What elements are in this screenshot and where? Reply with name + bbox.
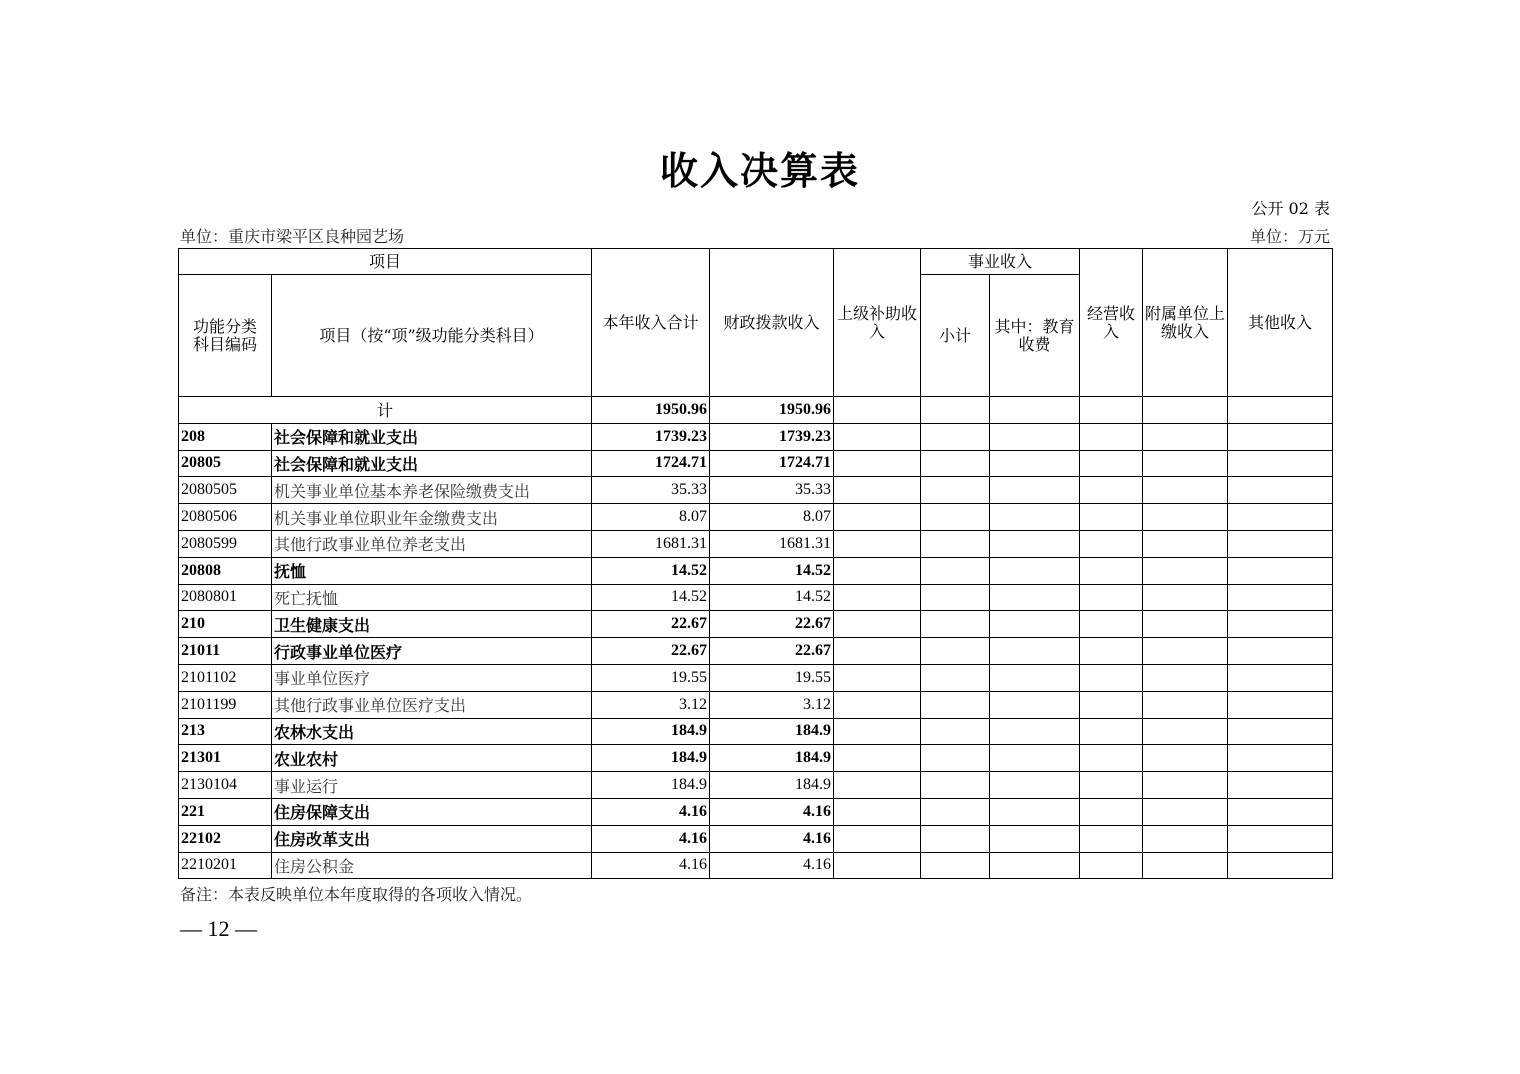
empty-cell xyxy=(990,611,1080,638)
header-item: 项目 xyxy=(179,249,592,275)
empty-cell xyxy=(990,852,1080,879)
header-total-income: 本年收入合计 xyxy=(592,249,710,397)
empty-cell xyxy=(921,772,990,799)
empty-cell xyxy=(1080,745,1143,772)
header-name: 项目（按“项”级功能分类科目） xyxy=(272,275,592,397)
row-total-income: 14.52 xyxy=(592,557,710,584)
empty-cell xyxy=(1228,504,1333,531)
row-fiscal: 4.16 xyxy=(710,852,834,879)
empty-cell xyxy=(990,504,1080,531)
row-code: 22102 xyxy=(179,825,272,852)
row-fiscal: 22.67 xyxy=(710,611,834,638)
empty-cell xyxy=(834,638,921,665)
empty-cell xyxy=(1080,557,1143,584)
empty-cell xyxy=(921,477,990,504)
row-name: 住房改革支出 xyxy=(272,825,592,852)
row-total-income: 184.9 xyxy=(592,772,710,799)
page-number: — 12 — xyxy=(180,916,257,941)
row-total-income: 14.52 xyxy=(592,584,710,611)
empty-cell xyxy=(1228,423,1333,450)
table-row xyxy=(179,691,1333,718)
empty-cell xyxy=(1080,397,1143,424)
empty-cell xyxy=(990,664,1080,691)
table-row xyxy=(179,772,1333,799)
empty-cell xyxy=(1143,718,1228,745)
table-row xyxy=(179,450,1333,477)
table-row xyxy=(179,477,1333,504)
empty-cell xyxy=(1143,450,1228,477)
table-row xyxy=(179,584,1333,611)
table-row xyxy=(179,798,1333,825)
empty-cell xyxy=(921,584,990,611)
table-row xyxy=(179,423,1333,450)
empty-cell xyxy=(834,477,921,504)
row-name: 机关事业单位职业年金缴费支出 xyxy=(272,504,592,531)
empty-cell xyxy=(921,825,990,852)
row-code: 2130104 xyxy=(179,772,272,799)
total-label: 计 xyxy=(179,397,592,424)
row-fiscal: 35.33 xyxy=(710,477,834,504)
row-name: 机关事业单位基本养老保险缴费支出 xyxy=(272,477,592,504)
empty-cell xyxy=(834,423,921,450)
currency-unit: 单位：万元 xyxy=(1249,227,1330,246)
row-code: 2101199 xyxy=(179,691,272,718)
row-code: 2101102 xyxy=(179,664,272,691)
empty-cell xyxy=(990,450,1080,477)
row-code: 21301 xyxy=(179,745,272,772)
empty-cell xyxy=(921,798,990,825)
row-code: 2210201 xyxy=(179,852,272,879)
row-total-income: 184.9 xyxy=(592,745,710,772)
header-code: 功能分类科目编码 xyxy=(179,275,272,397)
table-row xyxy=(179,638,1333,665)
empty-cell xyxy=(834,557,921,584)
row-name: 农业农村 xyxy=(272,745,592,772)
row-total-income: 1739.23 xyxy=(592,423,710,450)
empty-cell xyxy=(1080,423,1143,450)
empty-cell xyxy=(834,504,921,531)
row-total-income: 8.07 xyxy=(592,504,710,531)
row-code: 2080505 xyxy=(179,477,272,504)
empty-cell xyxy=(990,745,1080,772)
empty-cell xyxy=(1080,450,1143,477)
total-income-value: 1950.96 xyxy=(592,397,710,424)
empty-cell xyxy=(990,825,1080,852)
row-fiscal: 8.07 xyxy=(710,504,834,531)
table-row xyxy=(179,825,1333,852)
row-fiscal: 4.16 xyxy=(710,825,834,852)
row-fiscal: 14.52 xyxy=(710,557,834,584)
empty-cell xyxy=(1143,772,1228,799)
row-code: 213 xyxy=(179,718,272,745)
row-fiscal: 184.9 xyxy=(710,718,834,745)
table-row xyxy=(179,664,1333,691)
row-name: 社会保障和就业支出 xyxy=(272,450,592,477)
empty-cell xyxy=(990,557,1080,584)
empty-cell xyxy=(834,825,921,852)
empty-cell xyxy=(921,718,990,745)
empty-cell xyxy=(1228,691,1333,718)
row-name: 住房保障支出 xyxy=(272,798,592,825)
row-fiscal: 1681.31 xyxy=(710,530,834,557)
empty-cell xyxy=(921,557,990,584)
row-fiscal: 184.9 xyxy=(710,772,834,799)
empty-cell xyxy=(834,397,921,424)
empty-cell xyxy=(1228,584,1333,611)
empty-cell xyxy=(1143,611,1228,638)
table-row xyxy=(179,557,1333,584)
empty-cell xyxy=(1080,691,1143,718)
row-total-income: 22.67 xyxy=(592,611,710,638)
header-operating: 经营收入 xyxy=(1080,249,1143,397)
row-name: 其他行政事业单位养老支出 xyxy=(272,530,592,557)
total-fiscal-value: 1950.96 xyxy=(710,397,834,424)
empty-cell xyxy=(834,718,921,745)
empty-cell xyxy=(1143,477,1228,504)
row-total-income: 35.33 xyxy=(592,477,710,504)
empty-cell xyxy=(1080,798,1143,825)
row-fiscal: 3.12 xyxy=(710,691,834,718)
empty-cell xyxy=(1143,852,1228,879)
empty-cell xyxy=(1143,664,1228,691)
empty-cell xyxy=(990,423,1080,450)
header-education-fee: 其中：教育收费 xyxy=(990,275,1080,397)
empty-cell xyxy=(1080,530,1143,557)
empty-cell xyxy=(1080,852,1143,879)
row-fiscal: 14.52 xyxy=(710,584,834,611)
row-name: 住房公积金 xyxy=(272,852,592,879)
row-total-income: 184.9 xyxy=(592,718,710,745)
empty-cell xyxy=(1080,504,1143,531)
row-code: 208 xyxy=(179,423,272,450)
row-code: 20808 xyxy=(179,557,272,584)
empty-cell xyxy=(834,584,921,611)
empty-cell xyxy=(834,611,921,638)
header-superior-subsidy: 上级补助收入 xyxy=(834,249,921,397)
empty-cell xyxy=(834,664,921,691)
empty-cell xyxy=(990,718,1080,745)
row-code: 2080506 xyxy=(179,504,272,531)
empty-cell xyxy=(1080,825,1143,852)
empty-cell xyxy=(834,530,921,557)
empty-cell xyxy=(921,638,990,665)
empty-cell xyxy=(1228,772,1333,799)
header-other: 其他收入 xyxy=(1228,249,1333,397)
form-number: 公开 02 表 xyxy=(1251,199,1330,218)
empty-cell xyxy=(1228,664,1333,691)
empty-cell xyxy=(1080,638,1143,665)
empty-cell xyxy=(1143,584,1228,611)
row-code: 21011 xyxy=(179,638,272,665)
header-affiliated: 附属单位上缴收入 xyxy=(1143,249,1228,397)
row-total-income: 22.67 xyxy=(592,638,710,665)
empty-cell xyxy=(1228,638,1333,665)
empty-cell xyxy=(1143,691,1228,718)
empty-cell xyxy=(1228,852,1333,879)
empty-cell xyxy=(921,423,990,450)
row-name: 农林水支出 xyxy=(272,718,592,745)
row-name: 事业运行 xyxy=(272,772,592,799)
row-code: 210 xyxy=(179,611,272,638)
row-code: 221 xyxy=(179,798,272,825)
empty-cell xyxy=(1080,611,1143,638)
empty-cell xyxy=(990,798,1080,825)
row-total-income: 19.55 xyxy=(592,664,710,691)
empty-cell xyxy=(1228,825,1333,852)
row-fiscal: 184.9 xyxy=(710,745,834,772)
empty-cell xyxy=(990,397,1080,424)
row-fiscal: 1724.71 xyxy=(710,450,834,477)
row-name: 行政事业单位医疗 xyxy=(272,638,592,665)
table-row xyxy=(179,718,1333,745)
empty-cell xyxy=(1143,557,1228,584)
table-row xyxy=(179,530,1333,557)
empty-cell xyxy=(990,772,1080,799)
empty-cell xyxy=(921,530,990,557)
row-name: 死亡抚恤 xyxy=(272,584,592,611)
row-total-income: 3.12 xyxy=(592,691,710,718)
empty-cell xyxy=(1080,584,1143,611)
table-row xyxy=(179,611,1333,638)
table-row xyxy=(179,504,1333,531)
row-name: 其他行政事业单位医疗支出 xyxy=(272,691,592,718)
empty-cell xyxy=(990,638,1080,665)
empty-cell xyxy=(1080,772,1143,799)
empty-cell xyxy=(1143,745,1228,772)
empty-cell xyxy=(1143,423,1228,450)
row-fiscal: 4.16 xyxy=(710,798,834,825)
row-fiscal: 1739.23 xyxy=(710,423,834,450)
table-note: 备注：本表反映单位本年度取得的各项收入情况。 xyxy=(180,885,533,904)
row-code: 2080801 xyxy=(179,584,272,611)
empty-cell xyxy=(1080,718,1143,745)
empty-cell xyxy=(1080,477,1143,504)
empty-cell xyxy=(921,450,990,477)
empty-cell xyxy=(1228,397,1333,424)
table-row xyxy=(179,745,1333,772)
empty-cell xyxy=(1143,504,1228,531)
header-subtotal: 小计 xyxy=(921,275,990,397)
empty-cell xyxy=(1228,718,1333,745)
empty-cell xyxy=(1228,798,1333,825)
empty-cell xyxy=(1228,745,1333,772)
row-name: 事业单位医疗 xyxy=(272,664,592,691)
empty-cell xyxy=(921,397,990,424)
empty-cell xyxy=(1143,798,1228,825)
empty-cell xyxy=(1143,530,1228,557)
empty-cell xyxy=(921,691,990,718)
table-row xyxy=(179,852,1333,879)
empty-cell xyxy=(921,745,990,772)
row-total-income: 4.16 xyxy=(592,798,710,825)
empty-cell xyxy=(921,852,990,879)
empty-cell xyxy=(990,584,1080,611)
row-total-income: 1681.31 xyxy=(592,530,710,557)
empty-cell xyxy=(1228,611,1333,638)
empty-cell xyxy=(1143,825,1228,852)
empty-cell xyxy=(834,798,921,825)
empty-cell xyxy=(990,530,1080,557)
row-name: 社会保障和就业支出 xyxy=(272,423,592,450)
empty-cell xyxy=(921,664,990,691)
row-total-income: 1724.71 xyxy=(592,450,710,477)
row-code: 2080599 xyxy=(179,530,272,557)
empty-cell xyxy=(990,477,1080,504)
row-fiscal: 19.55 xyxy=(710,664,834,691)
row-name: 卫生健康支出 xyxy=(272,611,592,638)
empty-cell xyxy=(834,745,921,772)
header-fiscal: 财政拨款收入 xyxy=(710,249,834,397)
empty-cell xyxy=(921,504,990,531)
empty-cell xyxy=(1080,664,1143,691)
empty-cell xyxy=(1228,477,1333,504)
empty-cell xyxy=(1143,638,1228,665)
empty-cell xyxy=(990,691,1080,718)
total-row xyxy=(179,397,1333,424)
income-table xyxy=(178,248,1333,879)
row-name: 抚恤 xyxy=(272,557,592,584)
row-total-income: 4.16 xyxy=(592,852,710,879)
row-fiscal: 22.67 xyxy=(710,638,834,665)
empty-cell xyxy=(921,611,990,638)
empty-cell xyxy=(1143,397,1228,424)
row-code: 20805 xyxy=(179,450,272,477)
empty-cell xyxy=(1228,557,1333,584)
empty-cell xyxy=(834,772,921,799)
page-title: 收入决算表 xyxy=(659,148,860,193)
empty-cell xyxy=(834,852,921,879)
empty-cell xyxy=(1228,450,1333,477)
unit-name: 单位：重庆市梁平区良种园艺场 xyxy=(180,227,405,246)
empty-cell xyxy=(834,450,921,477)
header-business-income: 事业收入 xyxy=(921,249,1080,275)
row-total-income: 4.16 xyxy=(592,825,710,852)
empty-cell xyxy=(1228,530,1333,557)
empty-cell xyxy=(834,691,921,718)
